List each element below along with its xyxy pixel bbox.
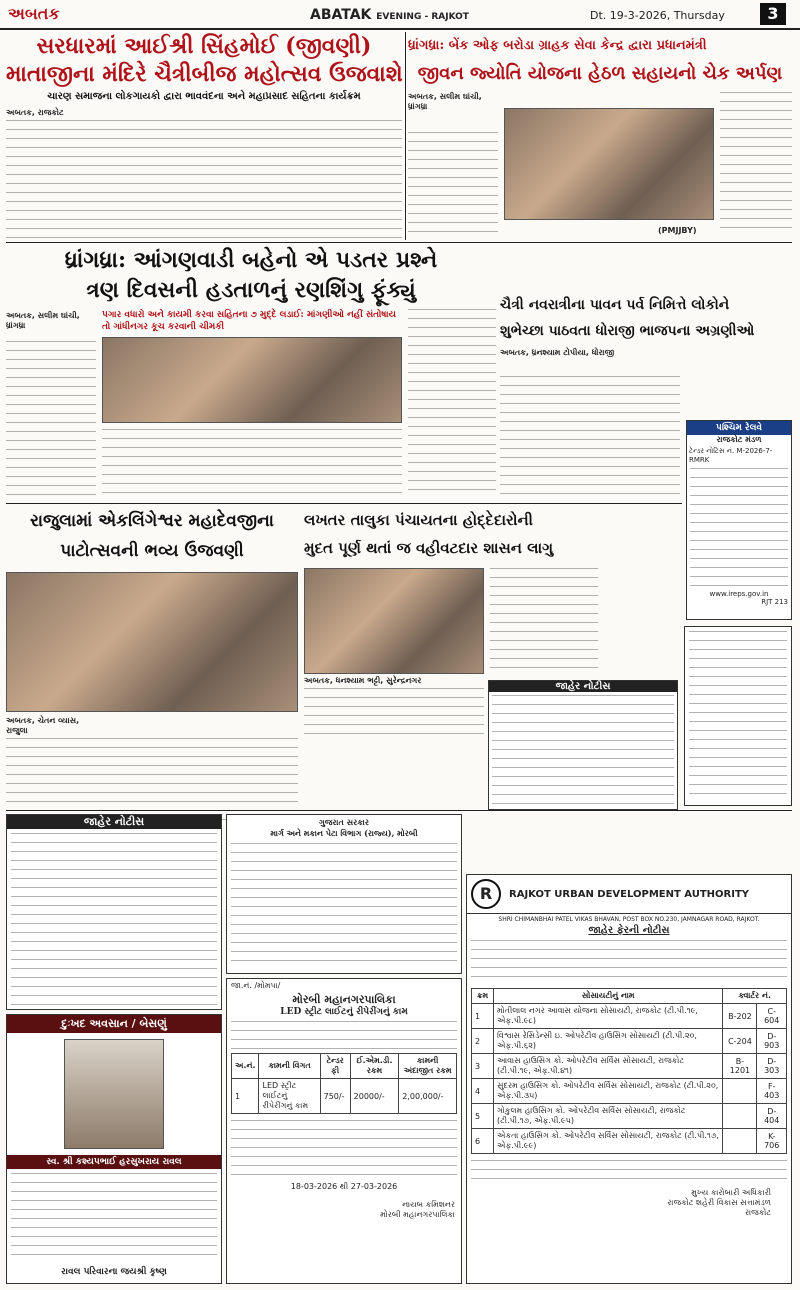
table-row: [472, 1129, 787, 1154]
jaher-notice-left-body: [11, 833, 217, 1009]
story-sardhar-subhead: ચારણ સમાજના લોકગાયકો દ્વારા ભાવવંદના અને મહાપ્રસાદ સહિતના કાર્યક્રમ: [47, 91, 361, 102]
jaher-notice-left: [6, 814, 222, 1010]
railway-ad-tender: ટેન્ડર નોટિસ નં. M-2026-7-RMRK: [689, 447, 773, 464]
uda-cell-name: વિશ્વાસ રેસિડેન્સી ઇ. ઓપરેટીવ હાઉસિંગ સોસાયટી (ટી.પી.૨૦, એફ.પી.૬૨): [494, 1029, 723, 1054]
story-dhoraji-body: [500, 376, 680, 496]
table-row: [232, 1079, 457, 1114]
gujarat-tender: [226, 814, 462, 974]
obituary-title: દુઃખદ અવસાન / બેસણું: [7, 1015, 221, 1033]
story-anganwadi-headline-2: ત્રણ દિવસની હડતાળનું રણશિંગુ ફૂંક્યું: [86, 277, 416, 303]
morbi-body: [231, 1120, 457, 1180]
morbi-intro: [231, 1021, 457, 1049]
railway-ad-title: પશ્ચિમ રેલવે: [687, 421, 791, 435]
uda-cell-name: એકતા હાઉસિંગ કો. ઓપરેટીવ સર્વિસ સોસાયટી, રાજકોટ (ટી.પી.૧૭, એફ.પી.૯૯): [494, 1129, 723, 1154]
uda-cell-q1: [723, 1079, 757, 1104]
story-sardhar-headline-2: માતાજીના મંદિરે ચૈત્રીબીજ મહોત્સવ ઉજવાશે: [6, 61, 403, 87]
uda-th-2: ક્વાર્ટર નં.: [723, 989, 787, 1004]
obituary-photo: [64, 1039, 164, 1149]
uda-signature-2: રાજકોટ શહેરી વિકાસ સત્તામંડળ: [667, 1198, 771, 1207]
uda-header: [467, 875, 791, 914]
story-bank-dateline: અબતક, સલીમ ઘાંચી, ધ્રાંગધ્રા: [408, 92, 482, 111]
uda-cell-q2: D-903: [757, 1029, 787, 1054]
story-rajula-headline-1: રાજુલામાં એકલિંગેશ્વર મહાદેવજીના: [30, 511, 274, 531]
railway-ad-code: RJT 213: [761, 598, 788, 606]
morbi-office: મોરબી મહાનગરપાલિકા: [380, 1210, 455, 1219]
obituary-name: સ્વ. શ્રી કશ્યપભાઈ હરસુખરાય રાવલ: [7, 1155, 221, 1169]
morbi-th-1: કામની વિગત: [259, 1054, 320, 1079]
story-anganwadi-photo: [102, 337, 402, 423]
obituary: [6, 1014, 222, 1284]
uda-cell-q2: D-303: [757, 1054, 787, 1079]
railway-ad: [686, 420, 792, 620]
story-sardhar-dateline: અબતક, રાજકોટ: [6, 108, 64, 117]
story-bank-headline-1: ધ્રાંગધ્રા: બેંક ઓફ બરોડા ગ્રાહક સેવા કેન્દ્ર દ્વારા પ્રધાનમંત્રી: [408, 38, 707, 53]
uda-cell-q2: K-706: [757, 1129, 787, 1154]
story-anganwadi-body-3: [408, 309, 496, 497]
uda-footer-text: [471, 1160, 787, 1180]
morbi-th-0: અ.નં.: [232, 1054, 259, 1079]
uda-cell-q1: B-1201: [723, 1054, 757, 1079]
uda-cell-q1: [723, 1129, 757, 1154]
gujarat-tender-body: [231, 843, 457, 969]
story-anganwadi-headline-1: ધ્રાંગધ્રા: આંગણવાડી બહેનો એ પડતર પ્રશ્ને: [64, 247, 438, 273]
row-divider-2: [6, 503, 682, 504]
story-dhoraji-dateline: અબતક, ધ્રનશ્યામ ટોપીયા, ધોરાજી: [500, 348, 615, 357]
uda-address: SHRI CHIMANBHAI PATEL VIKAS BHAVAN, POST BOX NO.230, JAMNAGAR ROAD, RAJKOT.: [498, 916, 760, 923]
story-lakhtar-dateline: અબતક, ધનશ્યામ ભટ્ટી, સુરેન્દ્રનગર: [304, 676, 422, 685]
masthead: [0, 0, 800, 30]
masthead-logo: અબતક: [8, 4, 60, 23]
uda-cell-q2: D-404: [757, 1104, 787, 1129]
masthead-date: Dt. 19-3-2026, Thursday: [590, 9, 725, 22]
morbi-ref: /મોમપા/: [254, 981, 281, 990]
railway-ad-website: www.ireps.gov.in: [709, 590, 769, 598]
uda-cell-n: 4: [472, 1079, 494, 1104]
morbi-signatory: નાયબ કમિશનર: [402, 1200, 455, 1209]
story-bank-headline-2: જીવન જ્યોતિ યોજના હેઠળ સહાયનો ચેક અર્પણ: [417, 63, 783, 84]
story-lakhtar-lower: [304, 676, 484, 746]
story-sardhar-headline-1: સરધારમાં આઈશ્રી સિંહમોઈ (જીવણી): [36, 33, 372, 59]
morbi-table: [231, 1053, 457, 1114]
gujarat-tender-title: માર્ગ અને મકાન પેટા વિભાગ (રાજ્ય), મોરબી: [270, 828, 418, 838]
masthead-title: [310, 7, 469, 23]
story-lakhtar-headline-2: મુદત પૂર્ણ થતાં જ વહીવટદાર શાસન લાગુ: [304, 539, 554, 557]
story-anganwadi-highlight: પગાર વધારો અને કાયમી કરવા સહિતના ૭ મુદ્દે લડાઈ: માંગણીઓ નહીં સંતોષાય તો ગાંધીનગર કૂચ કરવાની ચીમકી: [102, 310, 397, 332]
table-row: [472, 1054, 787, 1079]
morbi-td-2: 750/-: [320, 1079, 350, 1114]
column-divider: [405, 32, 406, 240]
masthead-edition: EVENING - RAJKOT: [376, 12, 469, 22]
jaher-notice-mid-title: જાહેર નોટીસ: [489, 681, 677, 692]
obituary-body: [11, 1173, 217, 1263]
rajkot-uda-notice: [466, 874, 792, 1284]
table-row: [472, 1004, 787, 1029]
uda-cell-q1: C-204: [723, 1029, 757, 1054]
table-row: [472, 1104, 787, 1129]
uda-table: [471, 988, 787, 1154]
morbi-th-3: ઈ.એમ.ડી. રકમ: [350, 1054, 399, 1079]
morbi-td-4: 2,00,000/-: [399, 1079, 457, 1114]
uda-cell-q1: B-202: [723, 1004, 757, 1029]
uda-cell-name: મોતીલાલ નગર આવાસ યોજના સોસાયટી, રાજકોટ (ટી.પી.૧૯, એફ.પી.૯૮): [494, 1004, 723, 1029]
morbi-tender: [226, 978, 462, 1284]
uda-cell-q2: C-604: [757, 1004, 787, 1029]
jaher-notice-mid: [488, 680, 678, 810]
story-dhrangadhra-bank: [408, 32, 792, 240]
story-lakhtar-headline-1: લખતર તાલુકા પંચાયતના હોદ્દેદારોની: [304, 511, 533, 529]
gujarat-tender-header: ગુજરાત સરકાર: [319, 817, 369, 827]
story-lakhtar-body: [490, 568, 598, 674]
story-rajula-dateline: અબતક, ચેતન વ્યાસ, રાજુલા: [6, 716, 80, 735]
morbi-td-3: 20000/-: [350, 1079, 399, 1114]
uda-cell-name: આવાસ હાઉસિંગ કો. ઓપરેટીવ સર્વિસ સોસાયટી, રાજકોટ (ટી.પી.૧૯, એફ.પી.૪૧): [494, 1054, 723, 1079]
uda-notice-title: જાહેર ફેરની નોટીસ: [588, 925, 670, 936]
uda-rows: [472, 1004, 787, 1154]
uda-title: RAJKOT URBAN DEVELOPMENT AUTHORITY: [509, 888, 750, 900]
story-dhoraji-headline-2: શુભેચ્છા પાઠવતા ધોરાજી ભાજપના અગ્રણીઓ: [500, 323, 755, 339]
morbi-ref-line: [227, 979, 461, 993]
uda-th-0: ક્રમ: [472, 989, 494, 1004]
story-bank-body-left: [408, 132, 498, 236]
jaher-notice-left-title: જાહેર નોટીસ: [7, 815, 221, 829]
table-row: [472, 1079, 787, 1104]
story-anganwadi: [6, 245, 496, 500]
uda-cell-q1: [723, 1104, 757, 1129]
morbi-jab: જા.નં.: [231, 981, 252, 990]
story-bank-body-right: [720, 92, 792, 236]
right-column-notice-body: [689, 631, 787, 801]
story-rajula-headline-2: પાટોત્સવની ભવ્ય ઉજવણી: [60, 541, 244, 561]
uda-cell-n: 5: [472, 1104, 494, 1129]
uda-cell-name: ગોકુલમ હાઉસિંગ કો. ઓપરેટીવ સર્વિસ સોસાયટી, રાજકોટ (ટી.પી.૧૭, એફ.પી.૯૫): [494, 1104, 723, 1129]
uda-cell-name: સુંદરમ હાઉસિંગ કો. ઓપરેટીવ સર્વિસ સોસાયટી, રાજકોટ (ટી.પી.૨૦, એફ.પી.૩૫): [494, 1079, 723, 1104]
obituary-family: રાવલ પરિવારના જયશ્રી કૃષ્ણ: [61, 1267, 167, 1277]
morbi-title: મોરબી મહાનગરપાલિકા: [292, 993, 396, 1006]
story-bank-scheme: (PMJJBY): [658, 226, 697, 235]
masthead-center-title: ABATAK: [310, 7, 372, 23]
uda-cell-n: 6: [472, 1129, 494, 1154]
uda-logo: R: [471, 879, 501, 909]
story-anganwadi-body-1: [6, 341, 96, 497]
table-row: [472, 1029, 787, 1054]
morbi-th-4: કામની અંદાજીત રકમ: [399, 1054, 457, 1079]
row-divider-3: [6, 810, 792, 811]
story-anganwadi-body-2: [102, 429, 402, 497]
right-column-notice: [684, 626, 792, 806]
uda-cell-n: 1: [472, 1004, 494, 1029]
story-dhoraji-headline-1: ચૈત્રી નવરાત્રીના પાવન પર્વ નિમિત્તે લોકોને: [500, 297, 730, 313]
jaher-notice-mid-body: [492, 695, 674, 805]
uda-cell-n: 2: [472, 1029, 494, 1054]
morbi-subject: LED સ્ટ્રીટ લાઈટનું રીપેરીંગનું કામ: [280, 1007, 408, 1017]
uda-cell-q2: F-403: [757, 1079, 787, 1104]
story-bank-photo: [504, 108, 714, 220]
story-anganwadi-dateline: અબતક, સલીમ ઘાંચી, ધ્રાંગધ્રા: [6, 311, 80, 330]
uda-signature-1: મુખ્ય કારોબારી અધિકારી: [691, 1188, 771, 1197]
story-sardhar: [6, 32, 402, 240]
story-lakhtar-body-2: [304, 688, 484, 738]
morbi-th-2: ટેન્ડર ફી: [320, 1054, 350, 1079]
story-lakhtar: [304, 506, 600, 676]
railway-ad-body: [690, 468, 788, 588]
morbi-dates: 18-03-2026 થી 27-03-2026: [290, 1182, 398, 1191]
uda-cell-n: 3: [472, 1054, 494, 1079]
row-divider: [6, 242, 792, 243]
story-sardhar-body: [6, 120, 402, 238]
uda-signature-3: રાજકોટ: [745, 1208, 771, 1217]
morbi-td-1: LED સ્ટ્રીટ લાઈટનું રીપેરીંગનું કામ: [259, 1079, 320, 1114]
story-lakhtar-photo: [304, 568, 484, 674]
uda-intro: [471, 940, 787, 984]
page-number: 3: [760, 3, 786, 25]
story-rajula: [6, 506, 298, 806]
uda-th-1: સોસાયટીનું નામ: [494, 989, 723, 1004]
morbi-td-0: 1: [232, 1079, 259, 1114]
story-rajula-photo: [6, 572, 298, 712]
railway-ad-subtitle: રાજકોટ મંડળ: [716, 435, 762, 444]
